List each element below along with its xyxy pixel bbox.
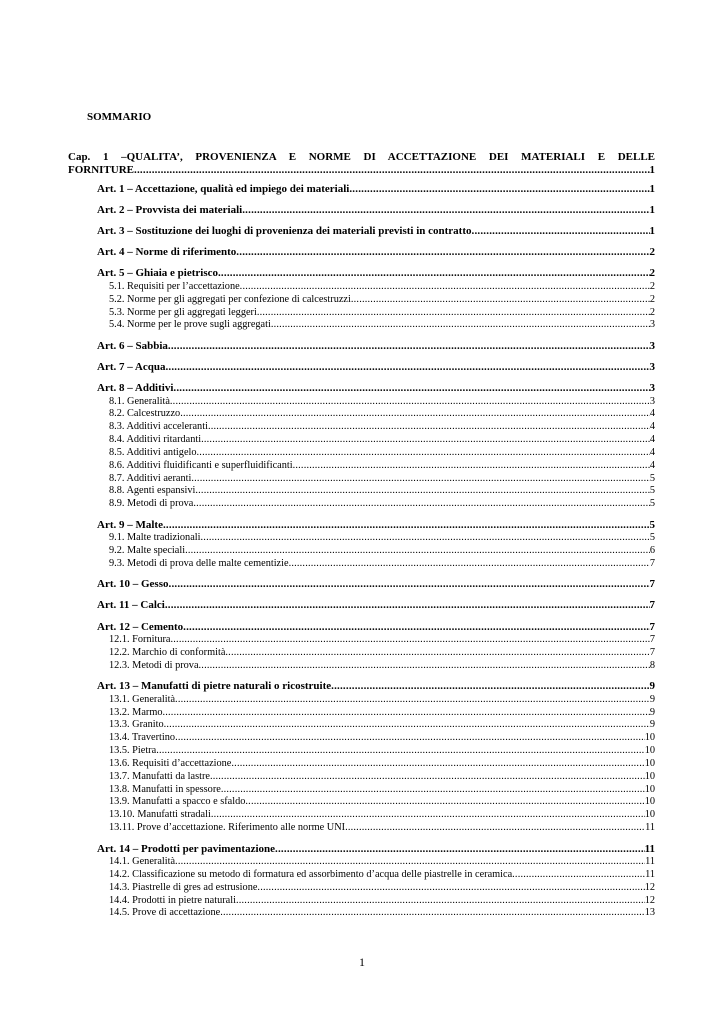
subsection-title: 13.2. Marmo [109,706,163,718]
toc-subsection-entry[interactable] [97,307,655,320]
article-title: Art. 9 – Malte [97,518,163,531]
dot-leader [221,784,645,797]
subsection-title: 12.2. Marchio di conformità [109,646,226,658]
toc-subsection-entry[interactable] [97,694,655,707]
subsection-page-number: 7 [649,646,655,658]
subsection-page-number: 4 [649,434,655,446]
subsection-page-number: 6 [649,545,655,557]
dot-leader [271,319,650,332]
dot-leader [175,856,645,869]
article-title: Art. 10 – Gesso [97,578,169,591]
subsection-page-number: 10 [644,745,655,757]
subsection-title: 8.2. Calcestruzzo [109,408,181,420]
toc-article-entry[interactable] [97,246,655,260]
page-footer-number: 1 [359,955,365,969]
dot-leader [351,294,650,307]
toc-subsection-entry[interactable] [97,869,655,882]
dot-leader [218,267,650,281]
toc-subsection-entry[interactable] [97,758,655,771]
subsection-title: 13.10. Manufatti stradali [109,809,211,821]
toc-article-entry[interactable] [97,204,655,218]
toc-article-entry[interactable] [97,225,655,239]
subsection-page-number: 2 [649,280,655,292]
subsection-title: 8.7. Additivi aeranti [109,472,192,484]
article-title: Art. 11 – Calci [97,599,165,612]
subsection-page-number: 8 [649,659,655,671]
chapter-title-line2 [68,164,655,177]
article-title: Art. 12 – Cemento [97,620,184,633]
subsection-page-number: 4 [649,459,655,471]
subsection-title: 13.7. Manufatti da lastre [109,770,210,782]
subsection-page-number: 10 [644,783,655,795]
toc-subsection-entry[interactable] [97,732,655,745]
article-page-number: 11 [644,842,655,855]
subsection-title: 9.3. Metodi di prova delle malte cementizie [109,557,289,569]
dot-leader [165,361,649,375]
toc-subsection-entry[interactable] [97,460,655,473]
dot-leader [242,204,649,218]
toc-subsection-entry[interactable] [97,707,655,720]
article-page-number: 1 [649,183,655,195]
dot-leader [175,694,650,707]
dot-leader [169,578,650,592]
toc-subsection-entry[interactable] [97,784,655,797]
subsection-title: 8.5. Additivi antigelo [109,446,197,458]
toc-heading: SOMMARIO [87,111,152,123]
dot-leader [173,382,649,396]
article-title: Art. 5 – Ghiaia e pietrisco [97,267,218,280]
toc-subsection-entry[interactable] [97,473,655,486]
article-title: Art. 7 – Acqua [97,360,166,373]
subsection-title: 8.8. Agenti espansivi [109,485,196,497]
subsection-page-number: 4 [649,408,655,420]
subsection-title: 8.6. Additivi fluidificanti e superfluidificanti [109,459,293,471]
subsection-title: 8.4. Additivi ritardanti [109,434,202,446]
toc-article-entry[interactable] [97,519,655,533]
article-title: Art. 2 – Provvista dei materiali [97,204,243,217]
subsection-title: 13.11. Prove d’accettazione. Riferimento alle norme UNI [109,822,346,834]
dot-leader [171,634,650,647]
subsection-page-number: 2 [649,306,655,318]
toc-subsection-entry[interactable] [97,907,655,920]
dot-leader [245,796,644,809]
toc-subsection-entry[interactable] [97,281,655,294]
subsection-title: 13.5. Pietra [109,745,157,757]
dot-leader [199,660,650,673]
toc-subsection-entry[interactable] [97,647,655,660]
subsection-title: 13.4. Travertino [109,732,176,744]
article-title: Art. 8 – Additivi [97,382,174,395]
article-title: Art. 13 – Manufatti di pietre naturali o ricostruite [97,680,332,693]
toc-article-entry[interactable] [97,361,655,375]
dot-leader [201,532,650,545]
toc-subsection-entry[interactable] [97,719,655,732]
article-page-number: 5 [649,518,655,531]
subsection-page-number: 2 [649,293,655,305]
toc-article-entry[interactable] [97,267,655,281]
dot-leader [191,473,649,486]
subsection-page-number: 5 [649,472,655,484]
subsection-page-number: 9 [649,706,655,718]
subsection-page-number: 11 [645,868,655,880]
article-page-number: 1 [649,225,655,238]
article-title: Art. 1 – Accettazione, qualità ed impiego dei materiali [97,183,350,195]
subsection-page-number: 5 [649,485,655,497]
chapter-page-number: 1 [649,164,655,176]
subsection-title: 5.1. Requisiti per l’accettazione [109,280,240,292]
toc-subsection-entry[interactable] [97,822,655,835]
dot-leader [331,680,649,694]
subsection-title: 9.1. Malte tradizionali [109,532,201,544]
dot-leader [193,498,649,511]
dot-leader [168,340,650,354]
subsection-page-number: 5 [649,498,655,510]
subsection-page-number: 10 [644,732,655,744]
article-page-number: 3 [649,339,655,352]
toc-article-entry[interactable] [97,680,655,694]
dot-leader [156,745,645,758]
dot-leader [201,434,650,447]
subsection-page-number: 13 [644,907,655,919]
article-page-number: 1 [649,204,655,217]
article-title: Art. 4 – Norme di riferimento [97,246,237,259]
subsection-title: 13.1. Generalità [109,693,176,705]
dot-leader [236,895,645,908]
dot-leader [164,719,650,732]
article-page-number: 3 [649,382,655,395]
dot-leader [236,246,649,260]
subsection-title: 13.3. Granito [109,719,164,731]
toc-subsection-entry[interactable] [97,895,655,908]
toc-subsection-entry[interactable] [97,796,655,809]
subsection-title: 14.3. Piastrelle di gres ad estrusione [109,881,258,893]
toc-subsection-entry[interactable] [97,498,655,511]
dot-leader [257,307,650,320]
subsection-title: 8.9. Metodi di prova [109,498,194,510]
toc-subsection-entry[interactable] [97,809,655,822]
toc-article-entry[interactable] [97,382,655,396]
dot-leader [257,882,644,895]
dot-leader [165,599,650,613]
toc-subsection-entry[interactable] [97,319,655,332]
dot-leader [211,809,645,822]
subsection-title: 8.3. Additivi acceleranti [109,421,208,433]
toc-article-entry[interactable] [97,621,655,635]
toc-article-entry[interactable] [97,340,655,354]
toc-subsection-entry[interactable] [97,447,655,460]
toc-subsection-entry[interactable] [97,485,655,498]
toc-subsection-entry[interactable] [97,745,655,758]
dot-leader [170,396,650,409]
toc-subsection-entry[interactable] [97,634,655,647]
subsection-title: 14.4. Prodotti in pietre naturali [109,894,236,906]
dot-leader [175,732,645,745]
subsection-title: 5.2. Norme per gli aggregati per confezione di calcestruzzi [109,293,351,305]
article-title: Art. 6 – Sabbia [97,339,168,352]
subsection-title: 14.1. Generalità [109,856,176,868]
article-page-number: 9 [649,680,655,693]
dot-leader [183,621,649,635]
subsection-title: 13.6. Requisiti d’accettazione [109,757,232,769]
subsection-page-number: 9 [649,693,655,705]
dot-leader [185,545,650,558]
dot-leader [231,758,644,771]
toc-subsection-entry[interactable] [97,396,655,409]
chapter-title-continuation: FORNITURE [68,164,135,176]
subsection-page-number: 7 [649,557,655,569]
subsection-title: 14.5. Prove di accettazione [109,907,221,919]
dot-leader [210,771,645,784]
subsection-title: 9.2. Malte speciali [109,545,186,557]
dot-leader [208,421,650,434]
article-page-number: 7 [649,578,655,591]
toc-subsection-entry[interactable] [97,421,655,434]
dot-leader [275,843,645,857]
subsection-page-number: 10 [644,757,655,769]
subsection-title: 14.2. Classificazione su metodo di formatura ed assorbimento d’acqua delle piastrelle in ceramica [109,868,513,880]
toc-article-entry[interactable] [97,578,655,592]
dot-leader [134,164,649,177]
subsection-page-number: 10 [644,770,655,782]
subsection-page-number: 3 [649,395,655,407]
dot-leader [163,519,650,533]
toc-list [97,183,655,920]
toc-subsection-entry[interactable] [97,294,655,307]
dot-leader [345,822,645,835]
subsection-page-number: 4 [649,446,655,458]
subsection-title: 12.1. Fornitura [109,634,171,646]
subsection-page-number: 9 [649,719,655,731]
dot-leader [195,485,649,498]
article-page-number: 2 [649,267,655,280]
dot-leader [197,447,650,460]
toc-article-entry[interactable] [97,599,655,613]
toc-subsection-entry[interactable] [97,434,655,447]
dot-leader [240,281,650,294]
article-page-number: 3 [649,360,655,373]
toc-subsection-entry[interactable] [97,408,655,421]
article-title: Art. 3 – Sostituzione dei luoghi di provenienza dei materiali previsti in contratto [97,225,472,238]
subsection-page-number: 3 [649,319,655,331]
toc-chapter-entry[interactable] [68,151,655,177]
toc-subsection-entry[interactable] [97,558,655,571]
dot-leader [349,183,649,197]
toc-article-entry[interactable] [97,843,655,857]
subsection-page-number: 4 [649,421,655,433]
subsection-page-number: 10 [644,796,655,808]
subsection-page-number: 10 [644,809,655,821]
toc-subsection-entry[interactable] [97,532,655,545]
dot-leader [512,869,645,882]
dot-leader [289,558,650,571]
subsection-title: 5.4. Norme per le prove sugli aggregati [109,319,271,331]
subsection-title: 8.1. Generalità [109,395,170,407]
subsection-page-number: 5 [649,532,655,544]
dot-leader [220,907,644,920]
toc-subsection-entry[interactable] [97,771,655,784]
subsection-page-number: 11 [645,856,655,868]
dot-leader [162,707,649,720]
article-page-number: 7 [649,620,655,633]
subsection-title: 13.9. Manufatti a spacco e sfaldo [109,796,246,808]
dot-leader [225,647,649,660]
article-page-number: 7 [649,599,655,612]
toc-subsection-entry[interactable] [97,882,655,895]
toc-subsection-entry[interactable] [97,856,655,869]
subsection-title: 5.3. Norme per gli aggregati leggeri [109,306,257,318]
toc-subsection-entry[interactable] [97,545,655,558]
subsection-page-number: 7 [649,634,655,646]
subsection-title: 12.3. Metodi di prova [109,659,199,671]
dot-leader [180,408,650,421]
subsection-page-number: 11 [645,822,655,834]
toc-subsection-entry[interactable] [97,660,655,673]
subsection-page-number: 12 [644,881,655,893]
subsection-page-number: 12 [644,894,655,906]
article-page-number: 2 [649,246,655,259]
chapter-title-line1: Cap. 1 –QUALITA’, PROVENIENZA E NORME DI ACCETTAZIONE DEI MATERIALI E DELLE [68,151,655,163]
dot-leader [293,460,650,473]
subsection-title: 13.8. Manufatti in spessore [109,783,221,795]
article-title: Art. 14 – Prodotti per pavimentazione [97,842,276,855]
toc-article-entry[interactable] [97,183,655,197]
dot-leader [472,225,650,239]
